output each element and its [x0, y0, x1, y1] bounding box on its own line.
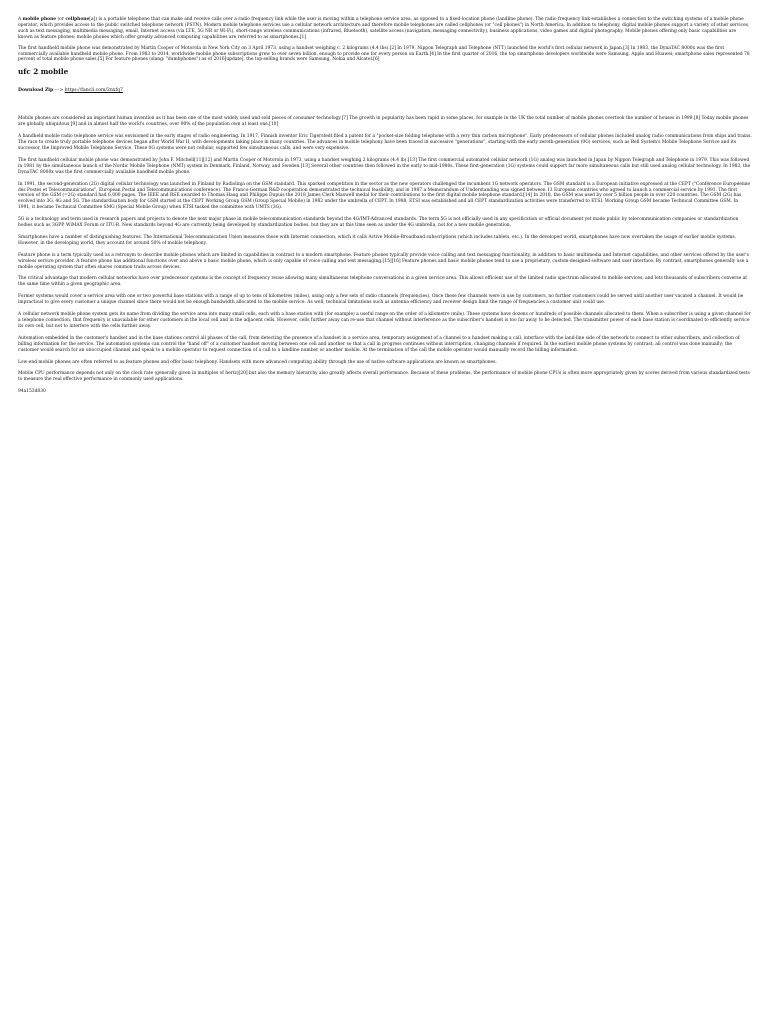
- body-paragraph: Former systems would cover a service area with one or two powerful base stations with a range of up to tens of kilometres (miles), using only a few sets of radio channels (frequencies). Once these few channels were in use by customers, no further customers could be served until another user vacated a channel. It would be impractical to give every customer a unique channel since there would not be enough bandwidth allocated to the mobile service. As well, technical limitations such as antenna efficiency and receiver design limit the range of frequencies a customer unit could use.: [18, 294, 744, 306]
- intro-text: (or: [56, 17, 66, 22]
- document-page: [0, 0, 770, 395]
- download-arrow: --->: [53, 88, 65, 94]
- intro-term-cellphone: cellphone: [65, 17, 90, 22]
- intro-paragraph-2: The first handheld mobile phone was demonstrated by Martin Cooper of Motorola in New York City on 3 April 1973, using a handset weighing c. 2 kilograms (4.4 lbs).[2] In 1979, Nippon Telegraph and Telephone (NTT) launched the world's first cellular network in Japan.[3] In 1983, the DynaTAC 8000x was the first commercially available handheld mobile phone. From 1983 to 2014, worldwide mobile phone subscriptions grew to over seven billion, enough to provide one for every person on Earth.[4] In the first quarter of 2016, the top smartphone developers worldwide were Samsung, Apple and Huawei; smartphone sales represented 78 percent of total mobile phone sales.[5] For feature phones (slang: "dumbphones") as of 2016[update], the top-selling brands were Samsung, Nokia and Alcatel.[6]: [18, 45, 750, 63]
- body-paragraph: Smartphones have a number of distinguishing features. The International Telecommunication Union measures those with Internet connection, which it calls Active Mobile-Broadband subscriptions (which includes tablets, etc.). In the developed world, smartphones have now overtaken the usage of earlier mobile systems. However, in the developing world, they account for around 50% of mobile telephony.: [18, 234, 736, 246]
- body-paragraph: Feature phone is a term typically used as a retronym to describe mobile phones which are limited in capabilities in contrast to a modern smartphone. Feature phones typically provide voice calling and text messaging functionality, in addition to basic multimedia and Internet capabilities, and other services offered by the user's wireless service provider. A feature phone has additional functions over and above a basic mobile phone, which is only capable of voice calling and text messaging.[15][16] Feature phones and basic mobile phones tend to use a proprietary, custom-designed software and user interface. By contrast, smartphones generally use a mobile operating system that often shares common traits across devices.: [18, 252, 749, 270]
- body-paragraph: In 1991, the second-generation (2G) digital cellular technology was launched in Finland by Radiolinja on the GSM standard. This sparked competition in the sector as the new operators challenged the incumbent 1G network operators. The GSM standard is a European initiative expressed at the CEPT ("Conférence Européenne des Postes et Telecommunications", European Postal and Telecommunications conference). The Franco-German R&D cooperation demonstrated the technical feasibility, and in 1987 a Memorandum of Understanding was signed between 13 European countries who agreed to launch a commercial service by 1991. The first version of the GSM (=2G) standard had 6,000 pages. The IEEE and RSE awarded to Thomas Haug and Philippe Dupuis the 2018 James Clerk Maxwell medal for their contributions to the first digital mobile telephone standard.[14] In 2018, the GSM was used by over 5 billion people in over 220 countries. The GSM (2G) has evolved into 3G, 4G and 5G. The standardisation body for GSM started at the CEPT Working Group GSM (Group Special Mobile) in 1982 under the umbrella of CEPT. In 1988, ETSI was established and all CEPT standardization activities were transferred to ETSI. Working Group GSM became Technical Committee GSM. In 1991, it became Technical Committee SMG (Special Mobile Group) when ETSI tasked the committee with UMTS (3G).: [18, 181, 751, 211]
- final-code: 94a153d830: [18, 389, 46, 395]
- body-paragraph: The first handheld cellular mobile phone was demonstrated by John F. Mitchell[11][12] and Martin Cooper of Motorola in 1973, using a handset weighing 2 kilograms (4.4 lb).[13] The first commercial automated cellular network (1G) analog was launched in Japan by Nippon Telegraph and Telephone in 1979. This was followed in 1981 by the simultaneous launch of the Nordic Mobile Telephone (NMT) system in Denmark, Finland, Norway, and Sweden.[13] Several other countries then followed in the early to mid-1980s. These first-generation (1G) systems could support far more simultaneous calls but still used analog cellular technology. In 1983, the DynaTAC 8000x was the first commercially available handheld mobile phone.: [18, 157, 751, 175]
- download-link[interactable]: https://fancli.com/2nxfq7: [64, 88, 123, 94]
- intro-paragraph-1: [18, 17, 752, 41]
- body-paragraph: 5G is a technology and term used in research papers and projects to denote the next major phase in mobile telecommunication standards beyond the 4G/IMT-Advanced standards. The term 5G is not officially used in any specification or official document yet made public by telecommunication companies or standardization bodies such as 3GPP, WiMAX Forum or ITU-R. New standards beyond 4G are currently being developed by standardization bodies, but they are at this time seen as under the 4G umbrella, not for a new mobile generation.: [18, 217, 739, 229]
- body-paragraph: Mobile CPU performance depends not only on the clock rate (generally given in multiples of hertz)[20] but also the memory hierarchy also greatly affects overall performance. Because of these problems, the performance of mobile phone CPUs is often more appropriately given by scores derived from various standardized tests to measure the real effective performance in commonly used applications.: [18, 371, 750, 383]
- body-paragraph: A cellular network mobile phone system gets its name from dividing the service area into many small cells, each with a base station with (for example) a useful range on the order of a kilometre (mile). These systems have dozens or hundreds of possible channels allocated to them. When a subscriber is using a given channel for a telephone connection, that frequency is unavailable for other customers in the local cell and in the adjacent cells. However, cells further away can re-use that channel without interference as the subscriber's handset is too far away to be detected. The transmitter power of each base station is coordinated to efficiently service its own cell, but not to interfere with the cells further away.: [18, 312, 751, 329]
- body-paragraph: The critical advantage that modern cellular networks have over predecessor systems is the concept of frequency reuse allowing many simultaneous telephone conversations in a given service area. This allows efficient use of the limited radio spectrum allocated to mobile services, and lets thousands of subscribers converse at the same time within a given geographic area.: [18, 276, 748, 288]
- intro-text: A: [18, 17, 23, 22]
- body-paragraph: Mobile phones are considered an important human invention as it has been one of the most widely used and sold pieces of consumer technology.[7] The growth in popularity has been rapid in some places, for example in the UK the total number of mobile phones overtook the number of houses in 1999.[8] Today mobile phones are globally ubiquitous,[9] and in almost half the world's countries, over 90% of the population own at least one.[10]: [18, 116, 749, 128]
- spacer: [18, 94, 752, 116]
- intro-text: [a]) is a portable telephone that can make and receive calls over a radio frequency link while the user is moving within a telephone service area, as opposed to a fixed-location phone (landline phone). The radio frequency link establishes a connection to the switching systems of a mobile phone operator, which provides access to the public switched telephone network (PSTN). Modern mobile telephone services use a cellular network architecture and therefore mobile telephones are called cellphones (or "cell phones") in North America. In addition to telephony, digital mobile phones support a variety of other services, such as text messaging, multimedia messaging, email, Internet access (via LTE, 5G NR or Wi-Fi), short-range wireless communications (infrared, Bluetooth), satellite access (navigation, messaging connectivity), business applications, video games and digital photography. Mobile phones offering only basic capabilities are known as feature phones; mobile phones which offer greatly advanced computing capabilities are referred to as smartphones.[1]: [18, 17, 750, 40]
- download-label: Download Zip: [18, 88, 54, 94]
- body-paragraph: A handheld mobile radio telephone service was envisioned in the early stages of radio engineering. In 1917, Finnish inventor Eric Tigerstedt filed a patent for a "pocket-size folding telephone with a very thin carbon microphone". Early predecessors of cellular phones included analog radio communications from ships and trains. The race to create truly portable telephone devices began after World War II, with developments taking place in many countries. The advances in mobile telephony have been traced in successive "generations", starting with the early zeroth-generation (0G) services, such as Bell System's Mobile Telephone Service and its successor, the Improved Mobile Telephone Service. These 0G systems were not cellular, supported few simultaneous calls, and were very expensive.: [18, 134, 752, 151]
- body-paragraph: Low-end mobile phones are often referred to as feature phones and offer basic telephony. Handsets with more advanced computing ability through the use of native software applications are known as smartphones.: [18, 359, 497, 365]
- body-paragraph: Automation embedded in the customer's handset and in the base stations control all phases of the call, from detecting the presence of a handset in a service area, temporary assignment of a channel to a handset making a call, interface with the land-line side of the network to connect to other subscribers, and collection of billing information for the service. The automation systems can control the "hand off" of a customer handset moving between one cell and another so that a call in progress continues without interruption, changing channels if required. In the earliest mobile phone systems by contrast, all control was done manually; the customer would search for an unoccupied channel and speak to a mobile operator to request connection of a call to a landline number or another mobile. At the termination of the call the mobile operator would manually record the billing information.: [18, 335, 740, 353]
- intro-term-mobile-phone: mobile phone: [22, 17, 57, 22]
- page-heading: ufc 2 mobile: [18, 67, 69, 77]
